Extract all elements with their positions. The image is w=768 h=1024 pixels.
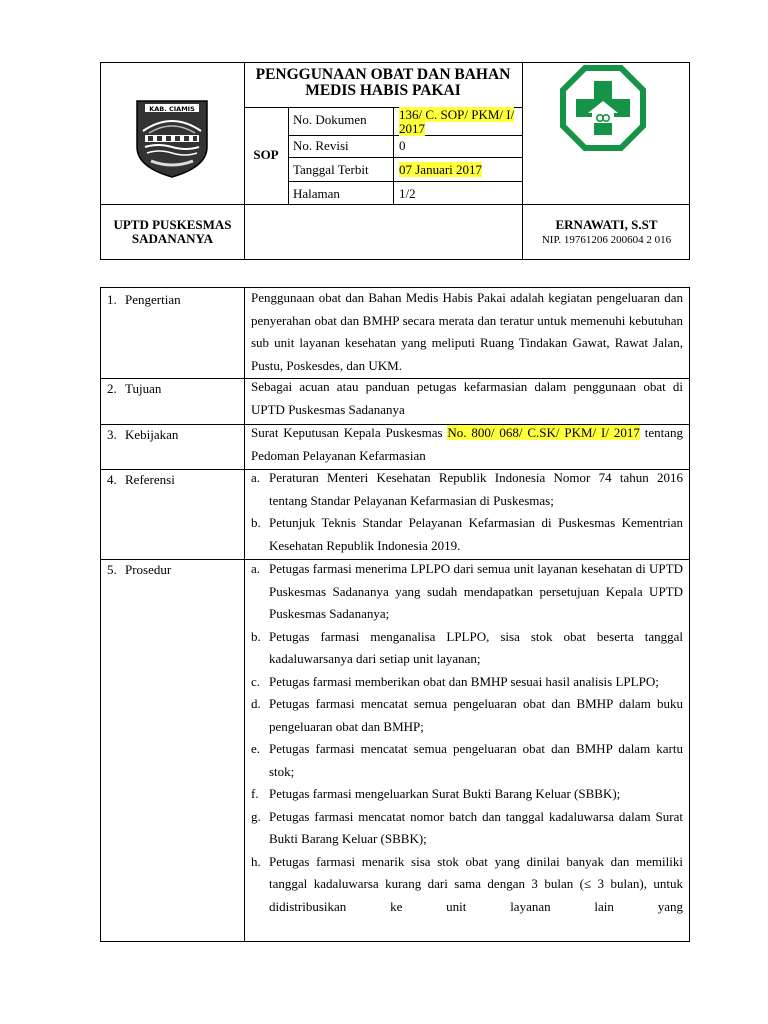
list-item-text: Peraturan Menteri Kesehatan Republik Indonesia Nomor 74 tahun 2016 tentang Standar Pelayanan Kefarmasian di Puskesmas; [269,470,683,508]
section-title: Pengertian [125,292,181,307]
list-item-text: Petugas farmasi mencatat nomor batch dan tanggal kadaluwarsa dalam Surat Bukti Barang Keluar (SBBK); [269,808,683,846]
column-divider [244,288,245,941]
emblem-caption: KAB. CIAMIS [149,105,195,113]
meta-label-no-dokumen: No. Dokumen [293,112,367,127]
list-item [251,558,683,626]
kebijakan-decree-number: No. 800/ 068/ C.SK/ PKM/ I/ 2017 [447,425,640,440]
sop-header [100,62,690,260]
meta-value-no-dokumen [399,108,515,136]
meta-label-halaman: Halaman [293,186,340,201]
signatory-block [522,217,691,246]
list-item-text: Petugas farmasi mencatat semua pengeluaran obat dan BMHP dalam buku pengeluaran obat dan BMHP; [269,696,683,734]
list-item-text: Petugas farmasi mencatat semua pengeluaran obat dan BMHP dalam kartu stok; [269,741,683,779]
signatory-nip: NIP. 19761206 200604 2 016 [541,234,672,246]
document-title: PENGGUNAAN OBAT DAN BAHAN MEDIS HABIS PAKAI [255,66,511,99]
list-item-text: Petugas farmasi menerima LPLPO dari semua unit layanan kesehatan di UPTD Puskesmas Sadananya yang sudah mendapatkan persetujuan Kepala UPTD Puskesmas Sadananya; [269,561,683,621]
section-title: Referensi [125,472,175,487]
list-marker: a. [251,470,261,485]
section-number: 1. [107,292,117,307]
section-number: 5. [107,562,117,577]
list-marker: b. [251,628,261,644]
list-marker: g. [251,808,261,824]
meta-value-halaman: 1/2 [399,186,416,201]
list-item [251,512,683,557]
list-item-text: Petugas farmasi menganalisa LPLPO, sisa stok obat beserta tanggal kadaluwarsanya dari setiap unit layanan; [269,628,683,666]
header-divider [288,107,289,204]
puskesmas-logo-icon [558,63,648,153]
section-list-referensi [251,467,683,557]
section-title: Prosedur [125,562,172,577]
meta-label-no-revisi: No. Revisi [293,138,349,153]
list-item-text: Petugas farmasi mengeluarkan Surat Bukti Barang Keluar (SBBK); [269,786,621,801]
kebijakan-text-start: Surat Keputusan Kepala Puskesmas [251,425,448,440]
list-item-text: Petugas farmasi memberikan obat dan BMHP sesuai hasil analisis LPLPO; [269,673,659,689]
sop-content-table [100,287,690,942]
section-list-prosedur [251,558,683,918]
list-marker: h. [251,853,261,869]
list-marker: f. [251,786,259,801]
section-title: Tujuan [125,381,162,396]
meta-value-no-revisi: 0 [399,138,406,153]
section-label-kebijakan [107,427,178,443]
section-number: 4. [107,472,117,487]
section-label-referensi [107,472,175,488]
signatory-name: ERNAWATI, S.ST [555,217,658,232]
meta-value-text: 07 Januari 2017 [399,162,483,177]
list-marker: d. [251,696,261,711]
meta-label-tanggal-terbit: Tanggal Terbit [293,162,369,177]
section-label-tujuan [107,381,161,397]
list-item [251,626,683,671]
section-text-tujuan: Sebagai acuan atau panduan petugas kefarmasian dalam penggunaan obat di UPTD Puskesmas Sadananya [251,379,683,417]
section-label-prosedur [107,562,171,578]
section-number: 3. [107,427,117,442]
meta-value-text: 136/ C. SOP/ PKM/ I/ 2017 [399,107,515,136]
list-item [251,783,683,806]
header-divider [393,107,394,204]
list-item [251,738,683,783]
list-item [251,851,683,919]
unit-name: UPTD PUSKESMAS SADANANYA [113,217,232,246]
list-item-text: Petugas farmasi menarik sisa stok obat yang dinilai banyak dan memiliki tanggal kadaluwarsa kurang dari sama dengan 3 bulan (≤ 3 bulan), untuk didistribusikan ke unit layanan lain yang [269,853,683,914]
list-item-text: Petunjuk Teknis Standar Pelayanan Kefarmasian di Puskesmas Kementrian Kesehatan Republik Indonesia 2019. [269,515,683,553]
list-item [251,693,683,738]
meta-value-tanggal-terbit [399,163,482,177]
section-title: Kebijakan [125,427,179,442]
list-item [251,806,683,851]
list-marker: b. [251,515,261,530]
section-label-pengertian [107,292,181,308]
header-divider [288,157,522,158]
header-divider [101,204,689,205]
list-item [251,671,683,694]
section-text-pengertian: Penggunaan obat dan Bahan Medis Habis Pakai adalah kegiatan pengeluaran dan penyerahan obat dan BMHP secara merata dan teratur untuk memenuhi kebutuhan sub unit layanan kesehatan yang meliputi Ruang Tindakan Gawat, Rawat Jalan, Pustu, Poskesdes, dan UKM. [251,290,683,373]
list-item [251,467,683,512]
header-divider [288,181,522,182]
section-number: 2. [107,381,117,396]
list-marker: a. [251,561,261,576]
list-marker: c. [251,673,261,689]
list-marker: e. [251,741,261,756]
sop-label: SOP [253,147,279,162]
kebijakan-text-end: tentang Pedoman Pelayanan Kefarmasian [251,425,683,463]
section-text-kebijakan [251,422,683,467]
ciamis-regency-emblem-icon [131,97,213,179]
